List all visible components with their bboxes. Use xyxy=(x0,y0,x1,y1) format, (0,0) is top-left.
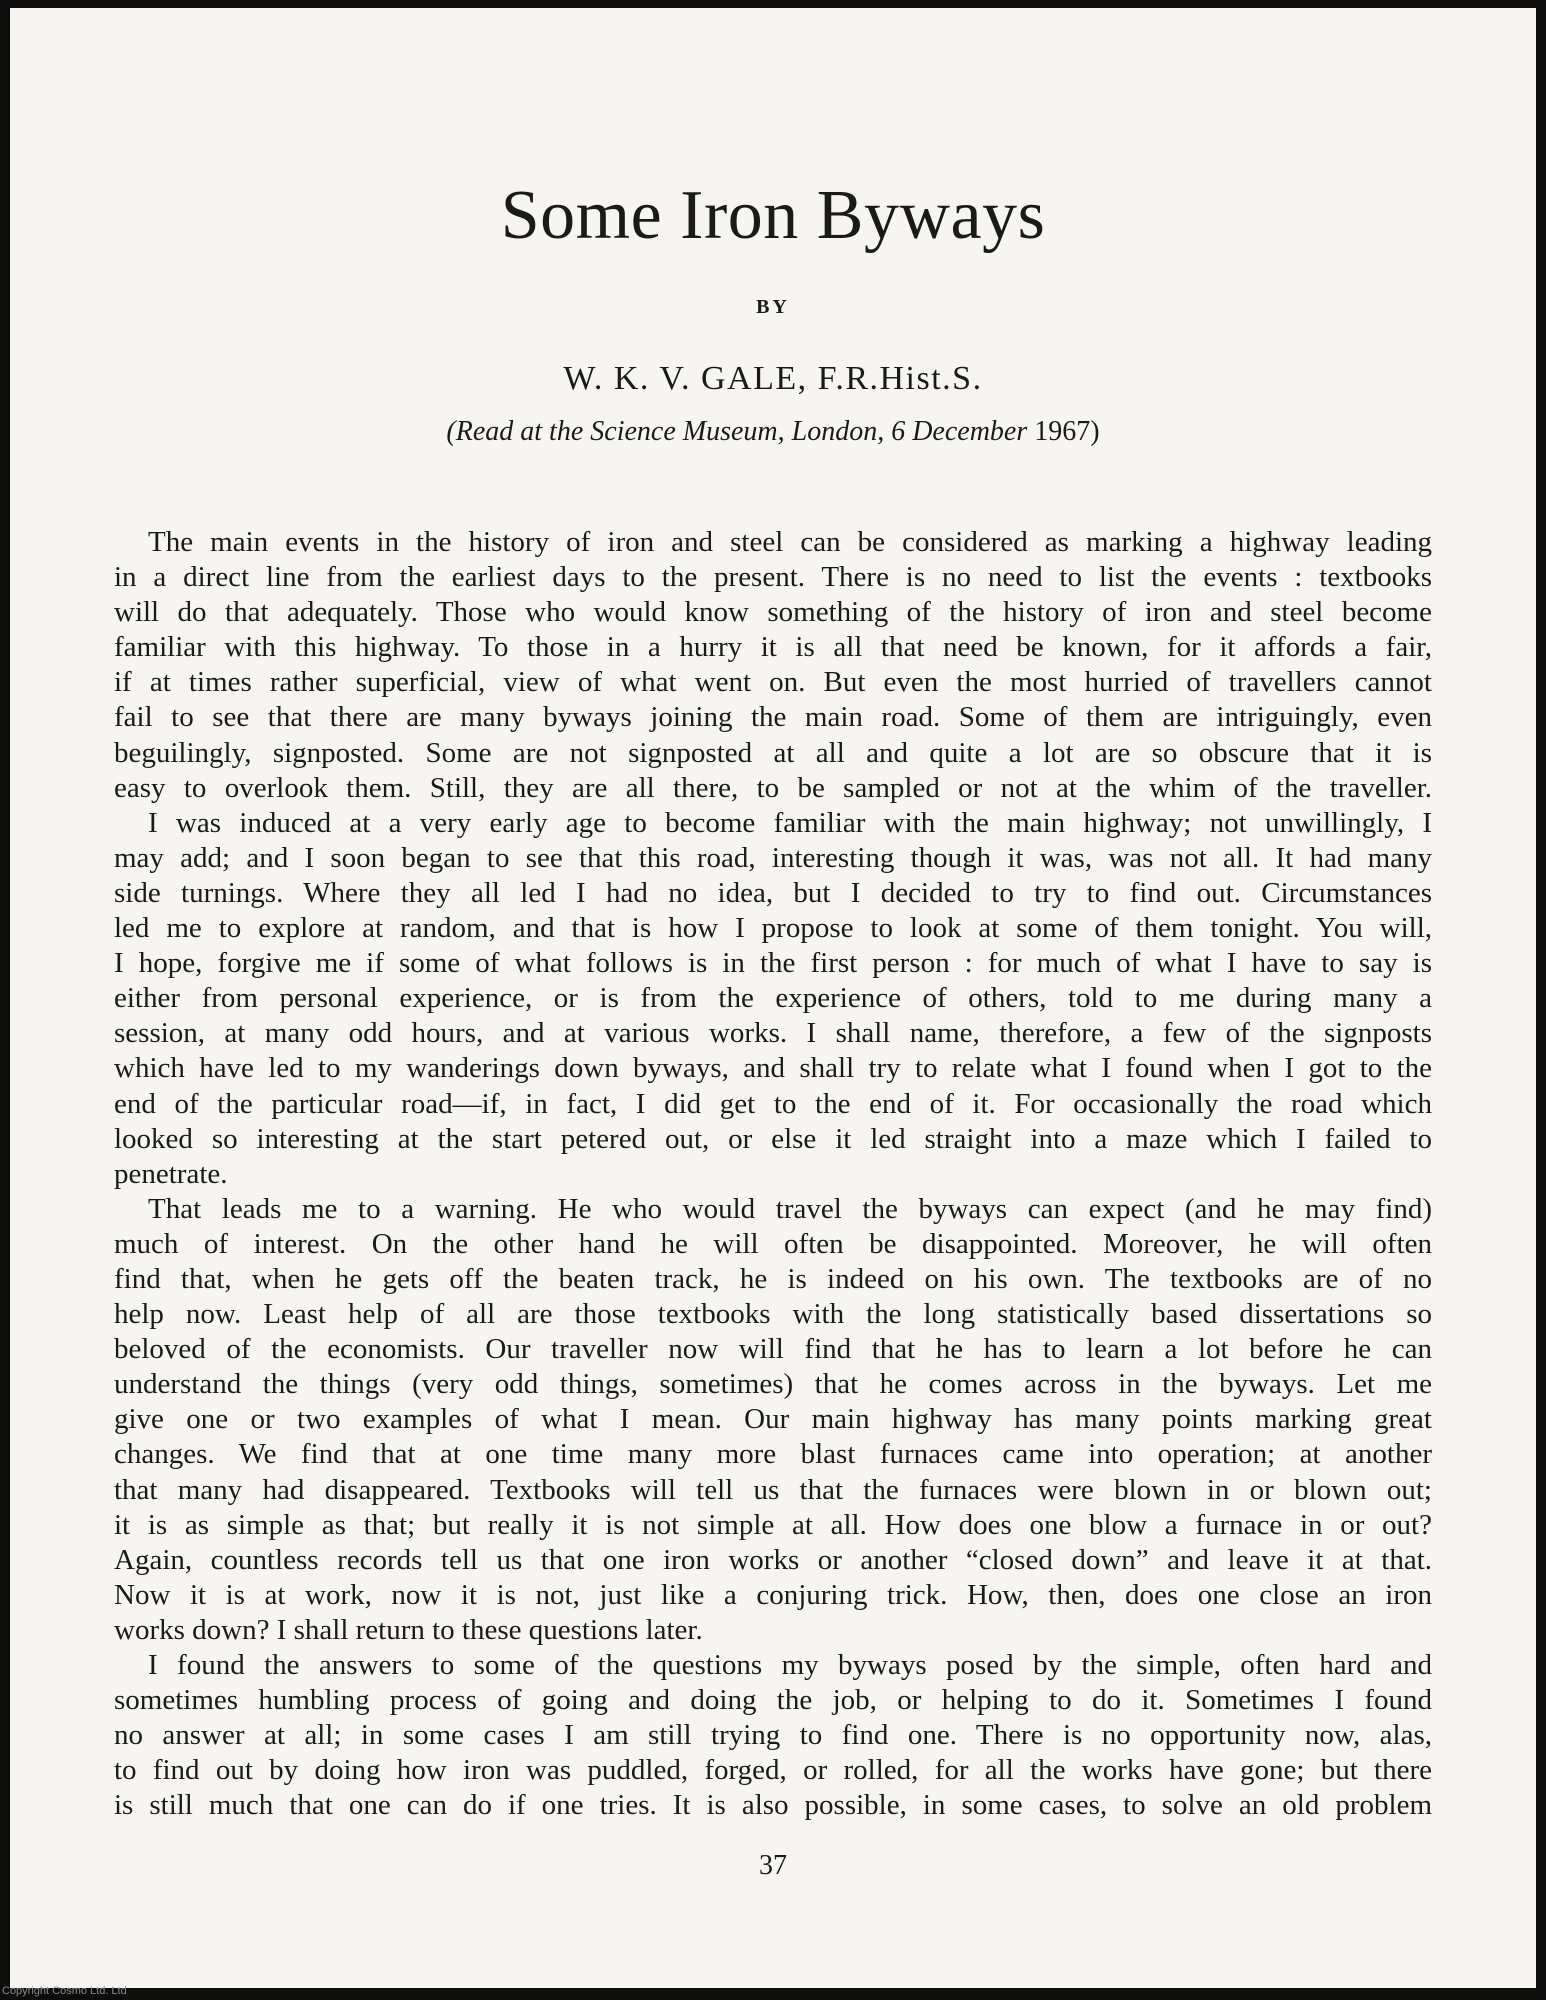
body-line: Now it is at work, now it is not, just like a conjuring trick. How, then, does one close an iron xyxy=(114,1578,1432,1611)
body-line: works down? I shall return to these questions later. xyxy=(114,1613,703,1646)
body-line: session, at many odd hours, and at various works. I shall name, therefore, a few of the signposts xyxy=(114,1017,1432,1050)
body-line: understand the things (very odd things, sometimes) that he comes across in the byways. Let me xyxy=(114,1368,1432,1401)
byline-label: BY xyxy=(756,296,790,318)
body-line: beloved of the economists. Our traveller now will find that he has to learn a lot before he can xyxy=(114,1333,1432,1366)
body-line: fail to see that there are many byways joining the main road. Some of them are intriguingly, even xyxy=(114,701,1432,734)
body-line: beguilingly, signposted. Some are not signposted at all and quite a lot are so obscure that it is xyxy=(114,736,1432,769)
body-line: it is as simple as that; but really it is not simple at all. How does one blow a furnace in or out? xyxy=(114,1508,1432,1541)
body-line: may add; and I soon began to see that this road, interesting though it was, was not all. It had many xyxy=(114,841,1432,874)
body-line: looked so interesting at the start petered out, or else it led straight into a maze which I failed to xyxy=(114,1122,1432,1155)
body-line: in a direct line from the earliest days to the present. There is no need to list the events : textbooks xyxy=(114,561,1432,594)
body-line: side turnings. Where they all led I had no idea, but I decided to try to find out. Circumstances xyxy=(114,876,1432,909)
body-line: that many had disappeared. Textbooks will tell us that the furnaces were blown in or blown out; xyxy=(114,1473,1432,1506)
body-line: changes. We find that at one time many more blast furnaces came into operation; at another xyxy=(114,1438,1432,1471)
body-line: I was induced at a very early age to become familiar with the main highway; not unwillingly, I xyxy=(148,806,1432,839)
article-title: Some Iron Byways xyxy=(500,177,1046,254)
presentation-note-text: (Read at the Science Museum, London, 6 December xyxy=(446,416,1028,447)
body-line: either from personal experience, or is from the experience of others, told to me during many a xyxy=(114,982,1432,1015)
body-line: will do that adequately. Those who would know something of the history of iron and steel become xyxy=(114,596,1432,629)
body-line: familiar with this highway. To those in a hurry it is all that need be known, for it affords a fair, xyxy=(114,631,1432,664)
body-line: find that, when he gets off the beaten track, he is indeed on his own. The textbooks are of no xyxy=(114,1262,1432,1295)
body-line: which have led to my wanderings down byways, and shall try to relate what I found when I got to the xyxy=(114,1052,1432,1085)
body-line: I found the answers to some of the questions my byways posed by the simple, often hard and xyxy=(148,1649,1432,1681)
body-line: I hope, forgive me if some of what follows is in the first person : for much of what I have to say is xyxy=(114,947,1432,980)
body-line: penetrate. xyxy=(114,1157,228,1190)
body-line: much of interest. On the other hand he will often be disappointed. Moreover, he will often xyxy=(114,1227,1432,1260)
presentation-note xyxy=(10,416,1536,448)
body-line: That leads me to a warning. He who would travel the byways can expect (and he may find) xyxy=(148,1192,1432,1225)
article-body xyxy=(114,525,1432,1823)
body-line: led me to explore at random, and that is how I propose to look at some of them tonight. You will, xyxy=(114,912,1432,945)
page-number: 37 xyxy=(759,1850,787,1881)
body-line: help now. Least help of all are those textbooks with the long statistically based dissertations so xyxy=(114,1298,1432,1331)
copyright-notice: Copyright Cosmo Ltd. Ltd xyxy=(2,1985,127,1997)
presentation-note-year: 1967) xyxy=(1034,416,1100,447)
body-line: easy to overlook them. Still, they are all there, to be sampled or not at the whim of the traveller. xyxy=(114,771,1432,804)
author-name: W. K. V. GALE, F.R.Hist.S. xyxy=(563,360,983,397)
body-line: is still much that one can do if one tries. It is also possible, in some cases, to solve an old problem xyxy=(114,1789,1432,1822)
body-line: no answer at all; in some cases I am still trying to find one. There is no opportunity now, alas, xyxy=(114,1719,1432,1752)
document-page xyxy=(10,8,1536,1988)
body-line: Again, countless records tell us that one iron works or another “closed down” and leave it at that. xyxy=(114,1543,1432,1576)
body-line: end of the particular road—if, in fact, I did get to the end of it. For occasionally the road which xyxy=(114,1087,1432,1120)
body-line: if at times rather superficial, view of what went on. But even the most hurried of travellers cannot xyxy=(114,666,1432,699)
body-line: sometimes humbling process of going and doing the job, or helping to do it. Sometimes I found xyxy=(114,1684,1432,1717)
body-line: give one or two examples of what I mean. Our main highway has many points marking great xyxy=(114,1403,1432,1436)
body-line: The main events in the history of iron and steel can be considered as marking a highway leading xyxy=(148,526,1432,558)
body-line: to find out by doing how iron was puddled, forged, or rolled, for all the works have gone; but there xyxy=(114,1754,1432,1787)
